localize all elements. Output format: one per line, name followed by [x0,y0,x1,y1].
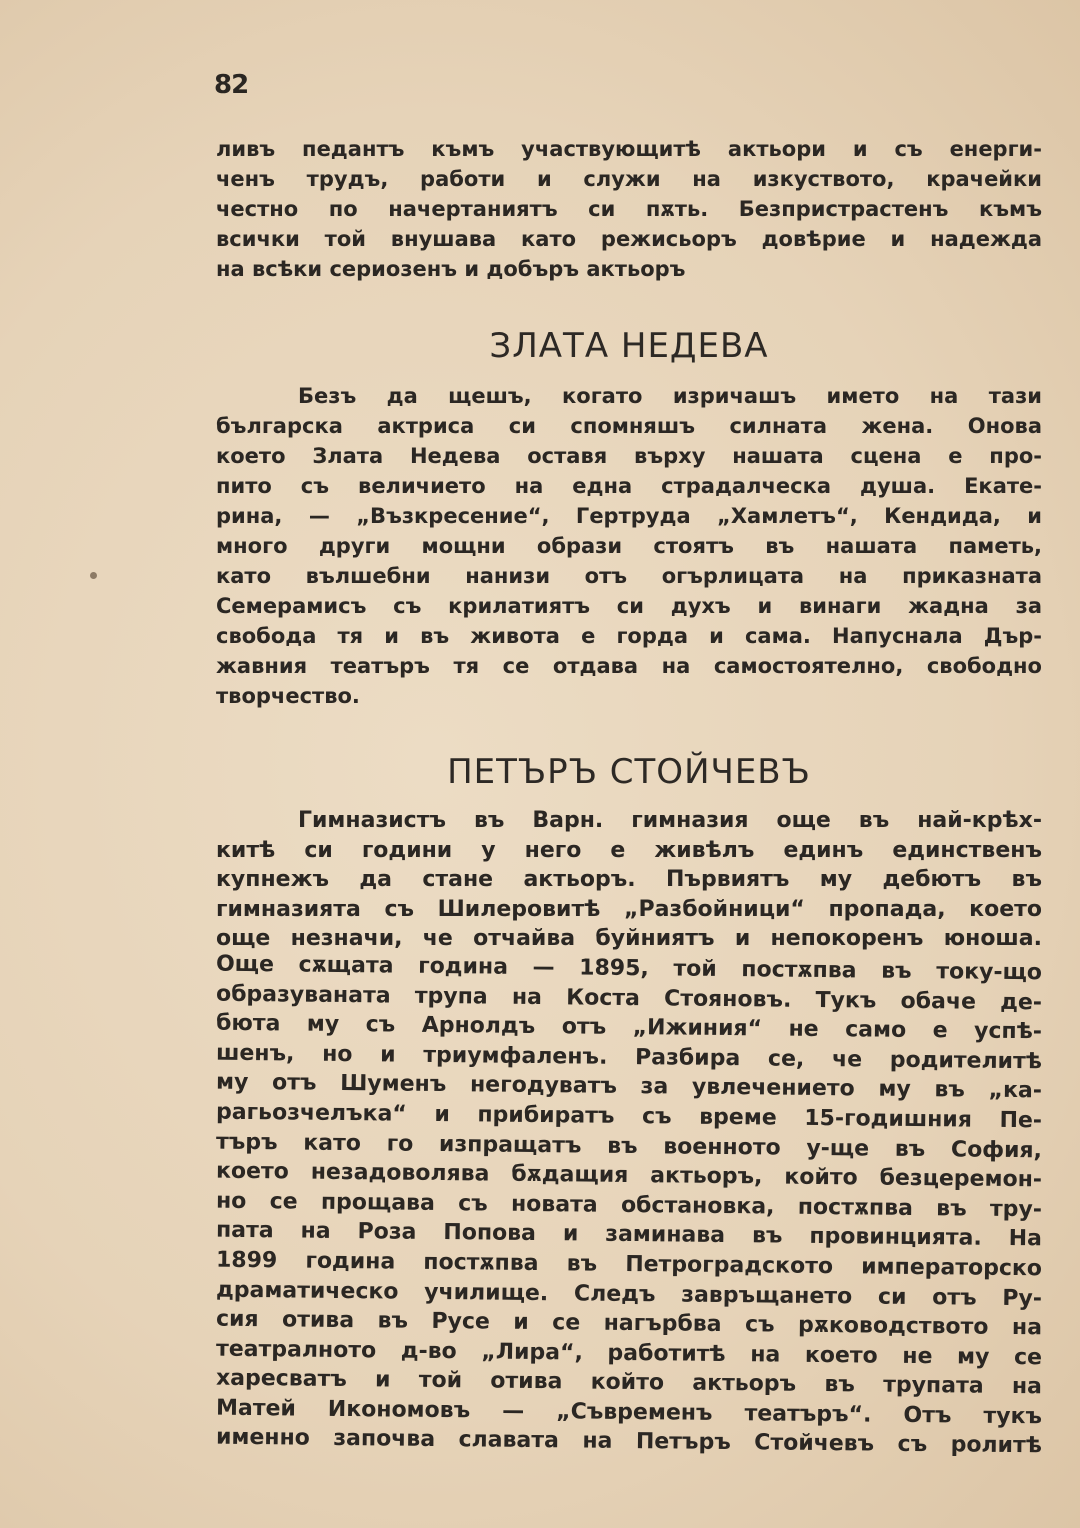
text-line: много други мощни образи стоятъ въ нашата паметь, [216,534,1042,558]
text-line: търъ като го изпращатъ въ военното у-ще въ София, [215,1129,1043,1163]
text-line: което Злата Недева оставя върху нашата сцена е про- [216,444,1042,468]
text-line: българска актриса си спомняшъ силната жена. Онова [216,414,1042,438]
text-line: Семерамисъ съ крилатиятъ си духъ и винаги жадна за [216,594,1042,618]
text-line: творчество. [216,684,360,708]
text-line: шенъ, но и триумфаленъ. Разбира се, че родителитѣ [215,1040,1043,1075]
text-line: именно започва славата на Петъръ Стойчевъ съ ролитѣ [215,1425,1043,1459]
text-line: още незначи, че отчайва буйниятъ и непокоренъ юноша. [216,926,1042,952]
text-line: свобода тя и въ живота е горда и сама. Напуснала Дър- [216,624,1042,648]
text-line: ченъ трудъ, работи и служи на изкуството, крачейки [216,167,1042,191]
text-line: гимназията съ Шилеровитѣ „Разбойници“ пропада, което [216,896,1042,922]
text-line: китѣ си години у него е живѣлъ единъ единственъ [216,837,1042,863]
text-line: което незадоволява бѫдащия актьоръ, който безцеремон- [215,1158,1043,1193]
text-line: му отъ Шуменъ негодуватъ за увлечението му въ „ка- [215,1070,1043,1104]
section-zlata-nedeva-text [216,381,1042,711]
text-line: рина, — „Възкресение“, Гертруда „Хамлетъ“, Кендида, и [216,504,1042,528]
text-line: сия отива въ Русе и се нагърбва съ рѫководството на [215,1306,1043,1341]
text-line: бюта му съ Арнолдъ отъ „Ижиния“ не само е успѣ- [215,1010,1043,1045]
text-line: Гимназистъ въ Варн. гимназия още въ най-крѣх- [298,808,1042,833]
section-petar-stoychev-text [216,806,1042,1457]
text-line: на всѣки сериозенъ и добъръ актьоръ [216,257,686,281]
text-line: пито съ величието на една страдалческа душа. Екате- [216,474,1042,498]
text-line: образуваната трупа на Коста Стояновъ. Тукъ обаче де- [215,981,1043,1015]
text-line: ливъ педантъ къмъ участвующитѣ актьори и съ енерги- [216,137,1042,161]
text-line: купнежъ да стане актьоръ. Първиятъ му дебютъ въ [216,867,1042,893]
text-line: Матей Икономовъ — „Съвременъ театъръ“. Отъ тукъ [215,1395,1043,1430]
text-line: 1899 година постѫпва въ Петроградското императорско [215,1247,1043,1282]
text-line: жавния театъръ тя се отдава на самостоятелно, свободно [216,654,1042,678]
text-line: рагьозчелъка“ и прибиратъ съ време 15-годишния Пе- [215,1099,1043,1134]
text-line: драматическо училище. Следъ завръщането си отъ Ру- [215,1277,1043,1311]
text-line: всички той внушава като режисьоръ довѣрие и надежда [216,227,1042,251]
text-line: театралното д-во „Лира“, работитѣ на което не му се [215,1336,1043,1371]
text-line: харесватъ и той отива който актьоръ въ трупата на [215,1365,1043,1400]
text-line: но се прощава съ новата обстановка, постѫпва въ тру- [215,1188,1043,1223]
text-line: Още сѫщата година — 1895, той постѫпва въ току-що [215,951,1043,986]
intro-paragraph [216,134,1042,284]
paper-speck [90,572,97,579]
page-number: 82 [214,70,249,100]
text-line: пата на Роза Попова и заминава въ провинцията. На [215,1217,1043,1252]
text-line: честно по начертаниятъ си пѫть. Безпристрастенъ къмъ [216,197,1042,221]
section-heading-petar-stoychev: ПЕТЪРЪ СТОЙЧЕВЪ [447,752,811,792]
text-line: като вълшебни нанизи отъ огърлицата на приказната [216,564,1042,588]
text-line: Безъ да щешъ, когато изричашъ името на тази [298,384,1042,408]
section-heading-zlata-nedeva: ЗЛАТА НЕДЕВА [489,326,769,366]
